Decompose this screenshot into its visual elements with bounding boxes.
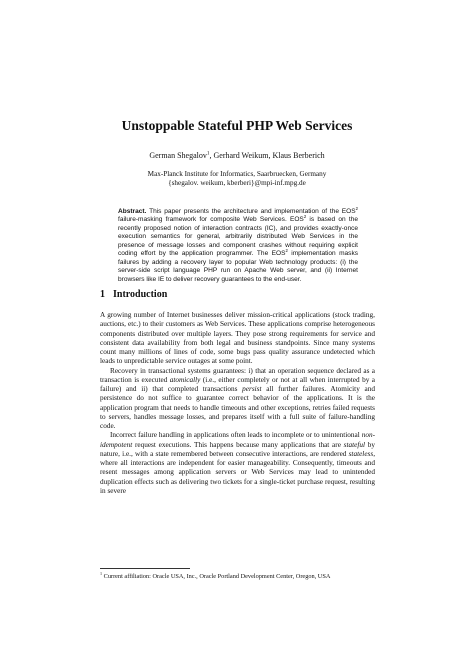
paragraph-3-text-d: , where all interactions are independent for easier manageability. Consequently, timeouts and resent messages among application servers or Web Services may lead to unintended duplication effects such as delivering two tickets for a single-ticket purchase request, resulting in severe xyxy=(100,449,375,495)
abstract xyxy=(118,205,358,284)
abstract-sup-1: 2 xyxy=(355,205,358,211)
abstract-label: Abstract. xyxy=(118,208,147,215)
paragraph-3-emphasis-2: stateful xyxy=(343,440,366,449)
section-title: Introduction xyxy=(113,289,168,300)
body-text xyxy=(100,309,375,496)
paragraph-3-text-b: request executions. This happens because many applications that are xyxy=(132,440,344,449)
paragraph-2-text-a: Recovery in transactional systems guarantees: i) that an operation sequence declared as a transaction is executed xyxy=(100,366,375,384)
paragraph-3 xyxy=(100,431,375,496)
author-rest: , Gerhard Weikum, Klaus Berberich xyxy=(209,151,325,160)
footnote xyxy=(100,570,400,580)
paragraph-2 xyxy=(100,367,375,432)
paragraph-3-emphasis-1: non-idempotent xyxy=(100,431,375,449)
footnote-divider xyxy=(100,568,190,569)
paragraph-3-text-a: Incorrect failure handling in applications often leads to incomplete or to unintentional xyxy=(110,431,362,440)
footnote-text: Current affiliation: Oracle USA, Inc., Oracle Portland Development Center, Oregon, USA xyxy=(102,573,331,580)
affiliation-institute: Max-Planck Institute for Informatics, Saarbruecken, Germany xyxy=(147,170,327,178)
author-footnote-mark: 1 xyxy=(206,150,210,157)
author-first: German Shegalov xyxy=(149,151,207,160)
paragraph-3-text-c: by nature, i.e., with a state remembered between consecutive interactions, are rendered xyxy=(100,440,376,458)
abstract-text-4: implementation masks failures by adding a recovery layer to popular Web technology products: (i) the server-side script language PHP run on Apache Web server, and (ii) Internet browsers like IE to deliver recovery guarantees to the end-user. xyxy=(118,250,358,283)
affiliation-emails: {shegalov. weikum, kberberi}@mpi-inf.mpg.de xyxy=(168,179,306,188)
paragraph-1: A growing number of Internet businesses deliver mission-critical applications (stock trading, auctions, etc.) to their customers as Web Services. These applications comprise heterogeneous components distributed over multiple layers. They pose strong requirements for service and consistent data availability from both legal and business standpoints. Since many systems count many millions of lines of code, some bugs pass quality assurance undetected which leads to unpredictable service outages at some point. xyxy=(100,311,375,366)
paragraph-2-emphasis-1: atomically xyxy=(169,375,201,384)
abstract-text-1: This paper presents the architecture and implementation of the EOS xyxy=(146,208,356,215)
footnote-mark: 1 xyxy=(100,570,103,576)
paragraph-2-text-c: all further failures. Atomicity and persistence do not suffice to guarantee correct behavior of the applications. It is the application program that needs to handle timeouts and other exceptions, retries failed requests to servers, handles message losses, and prepares itself with a full suite of failure-handling code. xyxy=(100,385,375,430)
paragraph-2-text-b: (i.e., either completely or not at all when interrupted by a failure) and ii) that completed transactions xyxy=(100,375,375,393)
section-heading xyxy=(100,289,380,300)
abstract-text-2: failure-masking framework for composite Web Services. EOS xyxy=(118,216,304,224)
author-list xyxy=(0,151,474,160)
section-number: 1 xyxy=(100,289,105,300)
affiliation xyxy=(0,170,474,189)
paragraph-3-emphasis-3: stateless xyxy=(348,449,374,458)
abstract-sup-2: 2 xyxy=(303,214,307,220)
paper-title: Unstoppable Stateful PHP Web Services xyxy=(121,118,353,133)
paragraph-2-emphasis-2: persist xyxy=(242,385,262,393)
abstract-text-3: is based on the recently proposed notion of interaction contracts (IC), and provides exactly-once execution semantics for general, arbitrarily distributed Web Services in the presence of message losses and component crashes without requiring explicit coding effort by the application programmer. The EOS xyxy=(118,216,358,258)
abstract-sup-3: 2 xyxy=(285,248,288,254)
